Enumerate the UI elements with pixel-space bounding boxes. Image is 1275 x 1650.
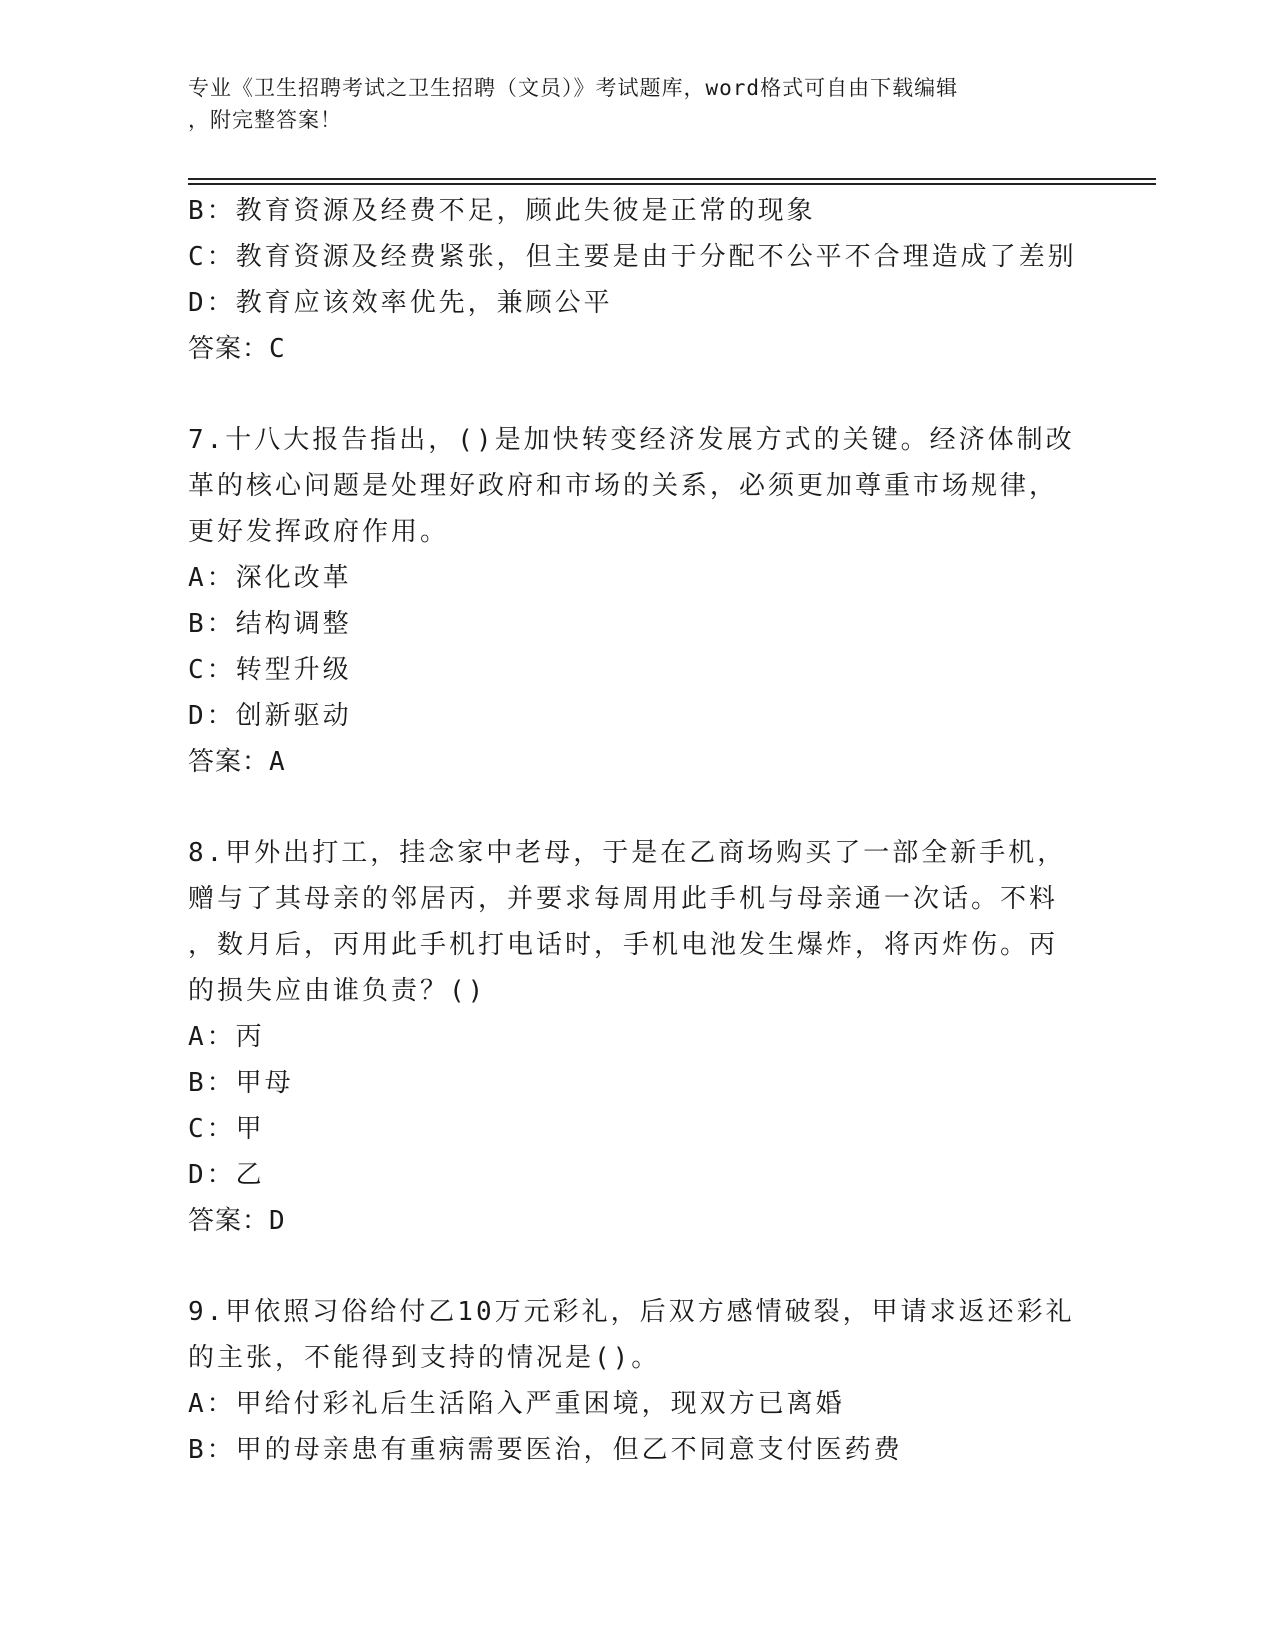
header-rule-bottom [188, 183, 1156, 185]
text-line: D：乙 [188, 1160, 265, 1190]
text-line: A：甲给付彩礼后生活陷入严重困境，现双方已离婚 [188, 1389, 845, 1419]
text-line: A：深化改革 [188, 563, 352, 593]
text-line: C：甲 [188, 1114, 265, 1144]
text-line: B：甲的母亲患有重病需要医治，但乙不同意支付医药费 [188, 1435, 903, 1465]
text-line: ，数月后，丙用此手机打电话时，手机电池发生爆炸，将丙炸伤。丙 [188, 930, 1059, 960]
spacer [188, 1244, 1088, 1289]
spacer [188, 785, 1088, 830]
answer-line: 答案：A [188, 747, 286, 777]
text-line: B：结构调整 [188, 609, 352, 639]
text-line: 的主张，不能得到支持的情况是()。 [188, 1343, 661, 1373]
text-line: 9.甲依照习俗给付乙10万元彩礼，后双方感情破裂，甲请求返还彩礼 [188, 1297, 1075, 1327]
question-content [188, 188, 1088, 1473]
answer-line: 答案：C [188, 334, 286, 364]
text-line: D：创新驱动 [188, 701, 352, 731]
spacer [188, 372, 1088, 417]
text-line: 8.甲外出打工，挂念家中老母，于是在乙商场购买了一部全新手机， [188, 838, 1067, 868]
text-line: B：教育资源及经费不足，顾此失彼是正常的现象 [188, 196, 816, 226]
text-line: 赠与了其母亲的邻居丙，并要求每周用此手机与母亲通一次话。不料 [188, 884, 1059, 914]
text-line: B：甲母 [188, 1068, 294, 1098]
text-line: 更好发挥政府作用。 [188, 517, 450, 547]
answer-line: 答案：D [188, 1206, 286, 1236]
text-line: C：转型升级 [188, 655, 352, 685]
text-line: 的损失应由谁负责？() [188, 976, 487, 1006]
text-line: D：教育应该效率优先，兼顾公平 [188, 288, 613, 318]
text-line: A：丙 [188, 1022, 265, 1052]
text-line: 革的核心问题是处理好政府和市场的关系，必须更加尊重市场规律， [188, 471, 1059, 501]
text-line: 7.十八大报告指出，()是加快转变经济发展方式的关键。经济体制改 [188, 425, 1075, 455]
header-rule-top [188, 178, 1156, 180]
text-line: C：教育资源及经费紧张，但主要是由于分配不公平不合理造成了差别 [188, 242, 1077, 272]
document-header: 专业《卫生招聘考试之卫生招聘（文员）》考试题库，word格式可自由下载编辑 ，附完整答案！ [188, 76, 959, 132]
